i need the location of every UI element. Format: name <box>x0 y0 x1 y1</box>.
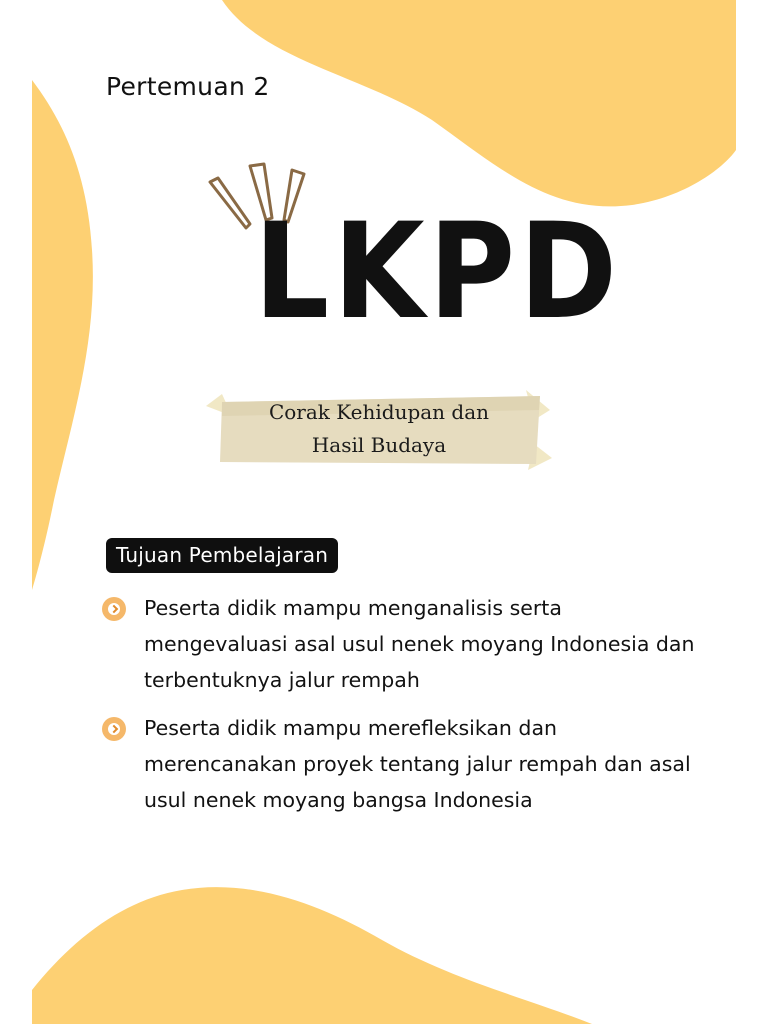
page-title: LKPD <box>254 193 622 349</box>
objective-item <box>102 590 702 698</box>
bottom-blob <box>32 887 592 1024</box>
left-blob <box>32 80 93 590</box>
subtitle-line-1: Corak Kehidupan dan <box>268 400 490 424</box>
subtitle-tape <box>204 386 554 472</box>
objective-text: Peserta didik mampu menganalisis serta mengevaluasi asal usul nenek moyang Indonesia dan terbentuknya jalur rempah <box>144 596 695 692</box>
chevron-right-icon <box>102 717 126 741</box>
objective-item <box>102 710 702 818</box>
objective-list <box>102 590 702 830</box>
objective-text: Peserta didik mampu merefleksikan dan merencanakan proyek tentang jalur rempah dan asal usul nenek moyang bangsa Indonesia <box>144 716 691 812</box>
chevron-right-icon <box>102 597 126 621</box>
worksheet-page <box>32 0 736 1024</box>
meeting-label: Pertemuan 2 <box>106 72 270 101</box>
subtitle-line-2: Hasil Budaya <box>311 433 447 457</box>
section-label: Tujuan Pembelajaran <box>106 538 338 573</box>
decorative-blobs <box>32 0 736 1024</box>
